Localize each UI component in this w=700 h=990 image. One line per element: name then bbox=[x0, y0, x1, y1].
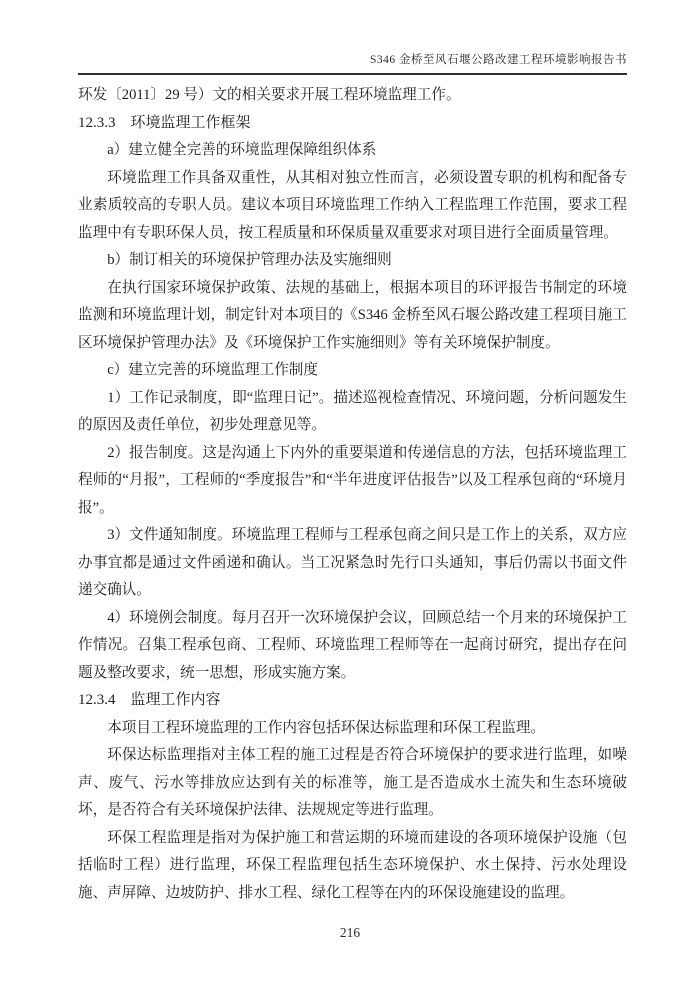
sub-item-b: b）制订相关的环境保护管理办法及实施细则 bbox=[107, 252, 392, 268]
numbered-item-2: 2）报告制度。这是沟通上下内外的重要渠道和传递信息的方法，包括环境监理工程师的“月报”，工程师的“季度报告”和“半年进度评估报告”以及工程承包商的“环境月报”。 bbox=[78, 444, 627, 516]
header-rule bbox=[78, 73, 627, 75]
numbered-item-4: 4）环境例会制度。每月召开一次环境保护会议，回顾总结一个月来的环境保护工作情况。召集工程承包商、工程师、环境监理工程师等在一起商讨研究，提出存在问题及整改要求，统一思想，形成实施方案。 bbox=[78, 609, 627, 681]
paragraph: 环境监理工作具备双重性，从其相对独立性而言，必须设置专职的机构和配备专业素质较高的专职人员。建议本项目环境监理工作纳入工程监理工作范围，要求工程监理中有专职环保人员，按工程质量和环保质量双重要求对项目进行全面质量管理。 bbox=[78, 169, 627, 241]
section-heading-12-3-3: 12.3.3 环境监理工作框架 bbox=[78, 114, 251, 131]
paragraph: 环保达标监理指对主体工程的施工过程是否符合环境保护的要求进行监理，如噪声、废气、污水等排放应达到有关的标准等，施工是否造成水土流失和生态环境破坏，是否符合有关环境保护法律、法规规定等进行监理。 bbox=[78, 747, 627, 818]
running-header-title: S346 金桥至风石堰公路改建工程环境影响报告书 bbox=[369, 54, 627, 66]
page-content bbox=[78, 0, 627, 907]
paragraph-continuation: 环发〔2011〕29 号）文的相关要求开展工程环境监理工作。 bbox=[78, 87, 461, 103]
numbered-item-1: 1）工作记录制度，即“监理日记”。描述巡视检查情况、环境问题，分析问题发生的原因及责任单位，初步处理意见等。 bbox=[78, 389, 627, 433]
sub-item-c: c）建立完善的环境监理工作制度 bbox=[107, 362, 318, 378]
section-heading-12-3-4: 12.3.4 监理工作内容 bbox=[78, 692, 221, 708]
paragraph: 本项目工程环境监理的工作内容包括环保达标监理和环保工程监理。 bbox=[107, 719, 546, 736]
sub-item-a: a）建立健全完善的环境监理保障组织体系 bbox=[107, 142, 377, 158]
numbered-item-3: 3）文件通知制度。环境监理工程师与工程承包商之间只是工作上的关系，双方应办事宜都是通过文件函递和确认。当工况紧急时先行口头通知，事后仍需以书面文件递交确认。 bbox=[78, 527, 627, 598]
page-number: 216 bbox=[339, 925, 361, 940]
paragraph: 环保工程监理是指对为保护施工和营运期的环境而建设的各项环境保护设施（包括临时工程）进行监理，环保工程监理包括生态环境保护、水土保持、污水处理设施、声屏障、边坡防护、排水工程、绿化工程等在内的环保设施建设的监理。 bbox=[78, 829, 627, 901]
document-body bbox=[78, 82, 627, 907]
paragraph: 在执行国家环境保护政策、法规的基础上，根据本项目的环评报告书制定的环境监测和环境监理计划，制定针对本项目的《S346 金桥至风石堰公路改建工程项目施工区环境保护管理办法》及《环境保护工作实施细则》等有关环境保护制度。 bbox=[78, 279, 627, 351]
